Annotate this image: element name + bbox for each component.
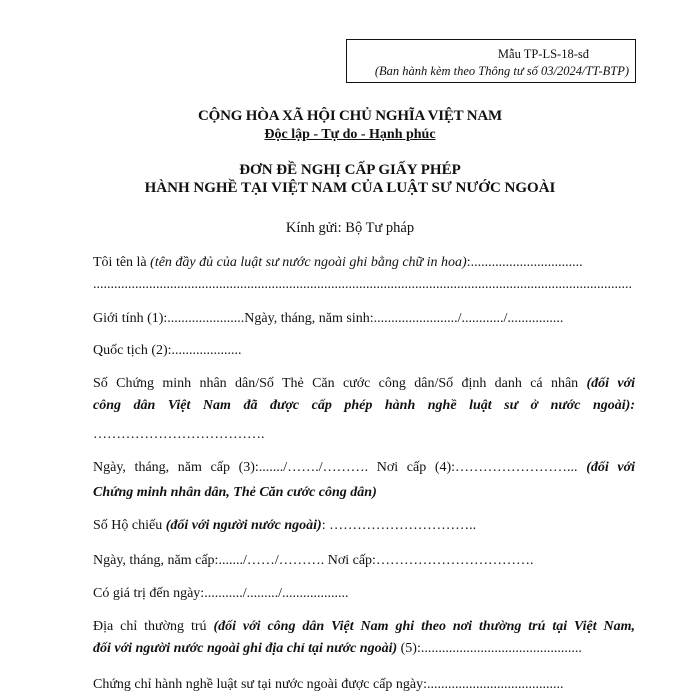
- address-label: Địa chỉ thường trú: [93, 619, 214, 634]
- id-line-1: [93, 376, 635, 392]
- title-line-2: HÀNH NGHỀ TẠI VIỆT NAM CỦA LUẬT SƯ NƯỚC NGOÀI: [144, 180, 556, 196]
- valid-until-line: Có giá trị đến ngày:.........../........./...................: [93, 586, 349, 601]
- name-hint: (tên đầy đủ của luật sư nước ngoài ghi bằng chữ in hoa): [150, 255, 467, 270]
- id-issue-hint-1: (đối với: [586, 460, 635, 475]
- passport-dots: : …………………………..: [321, 518, 477, 533]
- id-hint-2: công dân Việt Nam đã được cấp phép hành nghề luật sư ở nước ngoài):: [93, 398, 635, 413]
- country-name: CỘNG HÒA XÃ HỘI CHỦ NGHĨA VIỆT NAM: [198, 108, 502, 124]
- id-issue-hint-2: Chứng minh nhân dân, Thẻ Căn cước công dân): [93, 485, 377, 500]
- name-dots-line: ..........................................................................................................................................................: [93, 277, 632, 292]
- passport-line: [93, 518, 635, 534]
- addressee: Kính gửi: Bộ Tư pháp: [285, 220, 415, 236]
- id-label: Số Chứng minh nhân dân/Số Thẻ Căn cước công dân/Số định danh cá nhân: [93, 376, 587, 391]
- address-line-1: [93, 619, 635, 635]
- motto-wrapper: [0, 127, 700, 143]
- address-hint-1: (đối với công dân Việt Nam ghi theo nơi thường trú tại Việt Nam,: [213, 619, 636, 634]
- id-hint-1: (đối với: [586, 376, 635, 391]
- address-hint-2: đối với người nước ngoài ghi địa chỉ tại nước ngoài): [93, 641, 398, 656]
- name-label: Tôi tên là: [93, 255, 151, 270]
- address-tail: (5):..............................................: [397, 641, 582, 656]
- name-line: [93, 255, 635, 271]
- certificate-line: Chứng chỉ hành nghề luật sư tại nước ngoài được cấp ngày:.......................................: [93, 677, 564, 692]
- form-code: Mẫu TP-LS-18-sđ: [497, 47, 589, 61]
- id-issue: Ngày, tháng, năm cấp (3):......./……./………. Nơi cấp (4):……………………...: [93, 460, 587, 475]
- form-code-box: [346, 39, 636, 83]
- address-line-2: [93, 641, 635, 657]
- form-reference: (Ban hành kèm theo Thông tư số 03/2024/TT-BTP): [374, 64, 629, 78]
- passport-hint: (đối với người nước ngoài): [165, 518, 322, 533]
- name-dots: :................................: [466, 255, 583, 270]
- motto: Độc lập - Tự do - Hạnh phúc: [264, 127, 436, 142]
- passport-label: Số Hộ chiếu: [93, 518, 166, 533]
- id-issue-line: [93, 460, 635, 476]
- passport-issue-line: Ngày, tháng, năm cấp:......./……/………. Nơi cấp:…………………………….: [93, 553, 534, 568]
- nationality-line: Quốc tịch (2):....................: [93, 343, 242, 358]
- gender-dob-line: Giới tính (1):......................Ngày, tháng, năm sinh:......................../............/................: [93, 311, 564, 326]
- title-line-1: ĐƠN ĐỀ NGHỊ CẤP GIẤY PHÉP: [239, 162, 461, 178]
- id-dots: ……………………………….: [93, 427, 265, 442]
